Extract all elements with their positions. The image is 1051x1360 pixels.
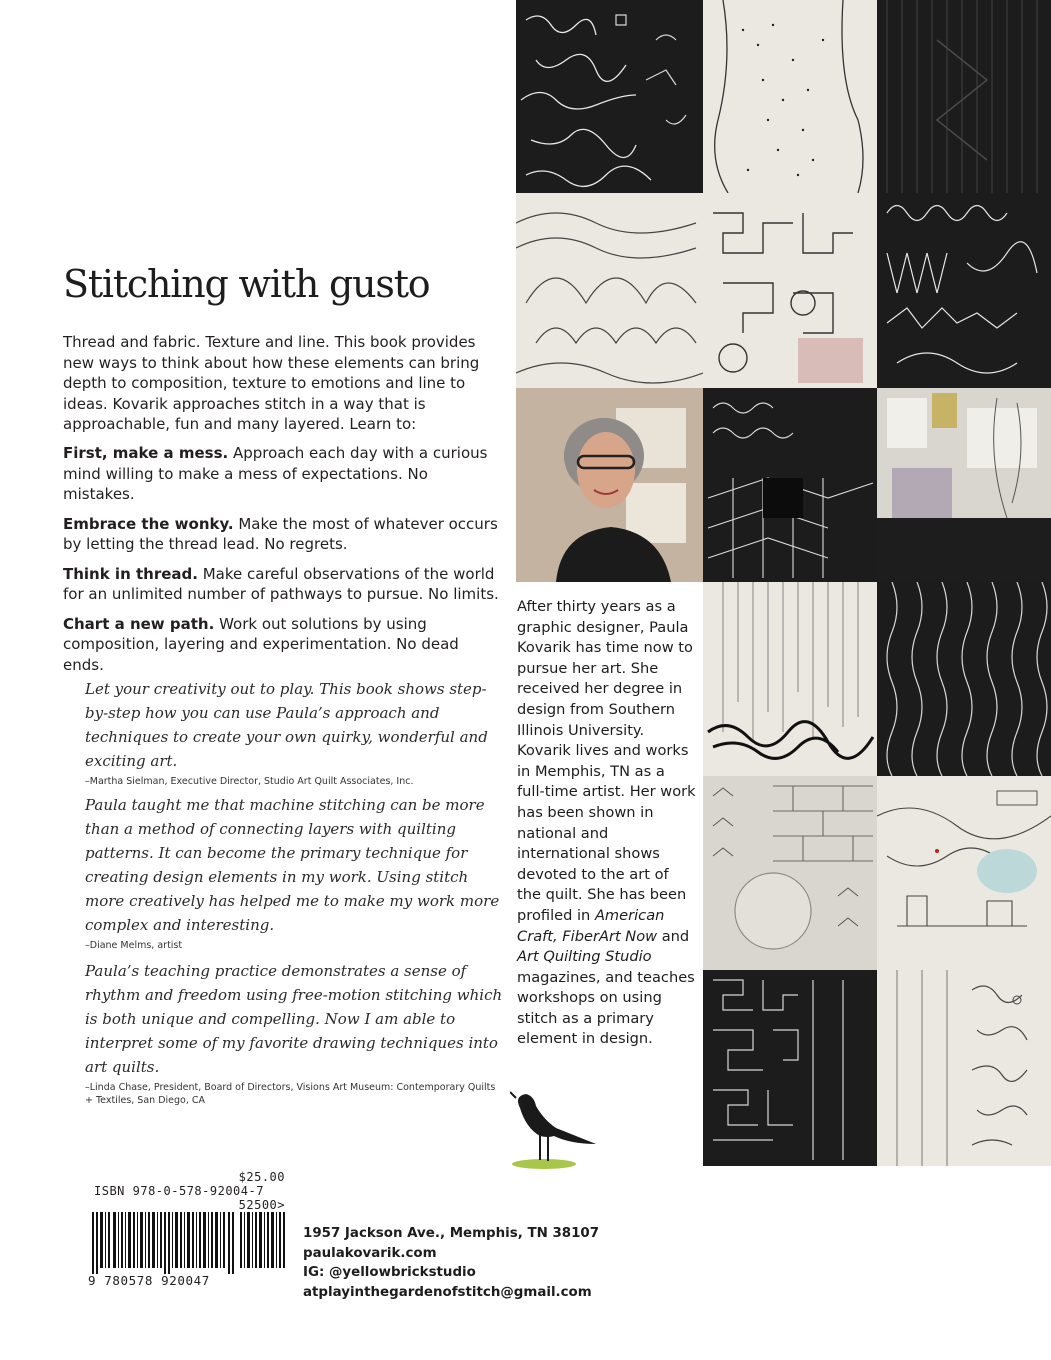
quote-attribution: –Martha Sielman, Executive Director, Studio Art Quilt Associates, Inc.: [85, 776, 414, 787]
publisher-contact: [303, 1224, 603, 1302]
stitch-tile-dark-lines: [877, 0, 1051, 193]
intro-paragraph: Thread and fabric. Texture and line. This book provides new ways to think about how these elements can bring depth to composition, texture to emotions and line to ideas. Kovarik approaches stitch in a way that is approachable, fun and many layered. Learn to:: [63, 333, 480, 433]
point-lead: First, make a mess.: [63, 444, 229, 462]
bio-text: and: [657, 927, 690, 945]
cover-heading: Stitching with gusto: [63, 262, 430, 306]
bio-magazine: Art Quilting Studio: [517, 948, 652, 966]
stitch-tile-floral-quilt: [516, 193, 703, 388]
isbn-barcode: [88, 1170, 288, 1290]
learning-point: [63, 514, 503, 555]
stitch-tile-hanging-threads: [703, 582, 877, 776]
contact-email[interactable]: atplayinthegardenofstitch@gmail.com: [303, 1284, 592, 1300]
stitch-tile-handwriting-grid: [703, 388, 877, 582]
point-text: Approach each day with a curious mind willing to make a mess of expectations. No mistakes.: [63, 444, 488, 503]
stitch-tile-collage: [877, 388, 1051, 582]
quote-text: Paula’s teaching practice demonstrates a sense of rhythm and freedom using free-motion stitching which is both unique and compelling. Now I am able to interpret some of my favorite drawing techniques into art quilts.: [85, 962, 503, 1076]
testimonial-quote: [85, 677, 505, 788]
logo-grass: [512, 1159, 576, 1169]
stitch-tile-dotted-white: [703, 0, 877, 193]
stitch-tile-maze: [703, 193, 877, 388]
learning-point: [63, 614, 503, 676]
learning-points: [63, 443, 503, 684]
bio-text: After thirty years as a graphic designer, Paula Kovarik has time now to pursue her art. She received her degree in design from Southern Illinois University. Kovarik lives and works in Memphis, TN as a full-time artist. Her work has been shown in national and international shows devoted to the art of the quilt. She has been profiled in: [517, 598, 696, 924]
point-lead: Chart a new path.: [63, 614, 215, 633]
contact-address: 1957 Jackson Ave., Memphis, TN 38107: [303, 1226, 600, 1241]
point-text: Work out solutions by using composition, layering and experimentation. No dead ends.: [63, 614, 459, 674]
barcode-isbn: ISBN 978-0-578-92004-7: [94, 1184, 264, 1198]
testimonial-quote: [85, 793, 505, 952]
quote-text: Paula taught me that machine stitching can be more than a method of connecting layers with quilting patterns. It can become the primary technique for creating design elements in my work. Using stitch more creatively has helped me to make my work more complex and interesting.: [85, 796, 500, 934]
stitch-tile-white-scribbles: [877, 193, 1051, 388]
stitch-tile-circle-bricks: [703, 776, 877, 970]
point-lead: Think in thread.: [63, 564, 198, 583]
author-portrait: [516, 388, 703, 582]
stitch-tile-wavy-lines: [877, 582, 1051, 776]
quote-attribution: –Diane Melms, artist: [85, 940, 183, 951]
stitch-tile-landscape-sketch: [877, 776, 1051, 970]
testimonial-quote: [85, 959, 505, 1107]
stitch-tile-dark-squiggles: [516, 0, 703, 193]
point-text: Make the most of whatever occurs by letting the thread lead. No regrets.: [63, 514, 498, 553]
barcode-digits: 9 780578 920047: [88, 1273, 210, 1288]
learning-point: [63, 564, 503, 605]
author-bio: [517, 597, 697, 1050]
bio-text: magazines, and teaches workshops on using stitch as a primary element in design.: [517, 968, 695, 1048]
logo-bird: [518, 1094, 596, 1144]
barcode-price-code: 52500>: [238, 1198, 285, 1212]
contact-website[interactable]: paulakovarik.com: [303, 1245, 437, 1261]
publisher-bird-logo: [510, 1088, 610, 1172]
contact-instagram[interactable]: IG: @yellowbrickstudio: [303, 1265, 476, 1280]
point-lead: Embrace the wonky.: [63, 514, 234, 533]
barcode-price: $25.00: [238, 1170, 285, 1184]
bio-magazine: American Craft, FiberArt Now: [517, 906, 665, 945]
stitch-tile-maze-dark: [703, 970, 877, 1166]
barcode-bars: [88, 1212, 288, 1274]
quote-text: Let your creativity out to play. This book shows step-by-step how you can use Paula’s approach and techniques to create your own quirky, wonderful and exciting art.: [85, 680, 488, 770]
stitch-tile-doodles: [877, 970, 1051, 1166]
quote-attribution: –Linda Chase, President, Board of Directors, Visions Art Museum: Contemporary Quilts + Textiles, San Diego, CA: [85, 1082, 496, 1106]
learning-point: [63, 443, 503, 505]
point-text: Make careful observations of the world for an unlimited number of pathways to pursue. No limits.: [63, 564, 499, 603]
